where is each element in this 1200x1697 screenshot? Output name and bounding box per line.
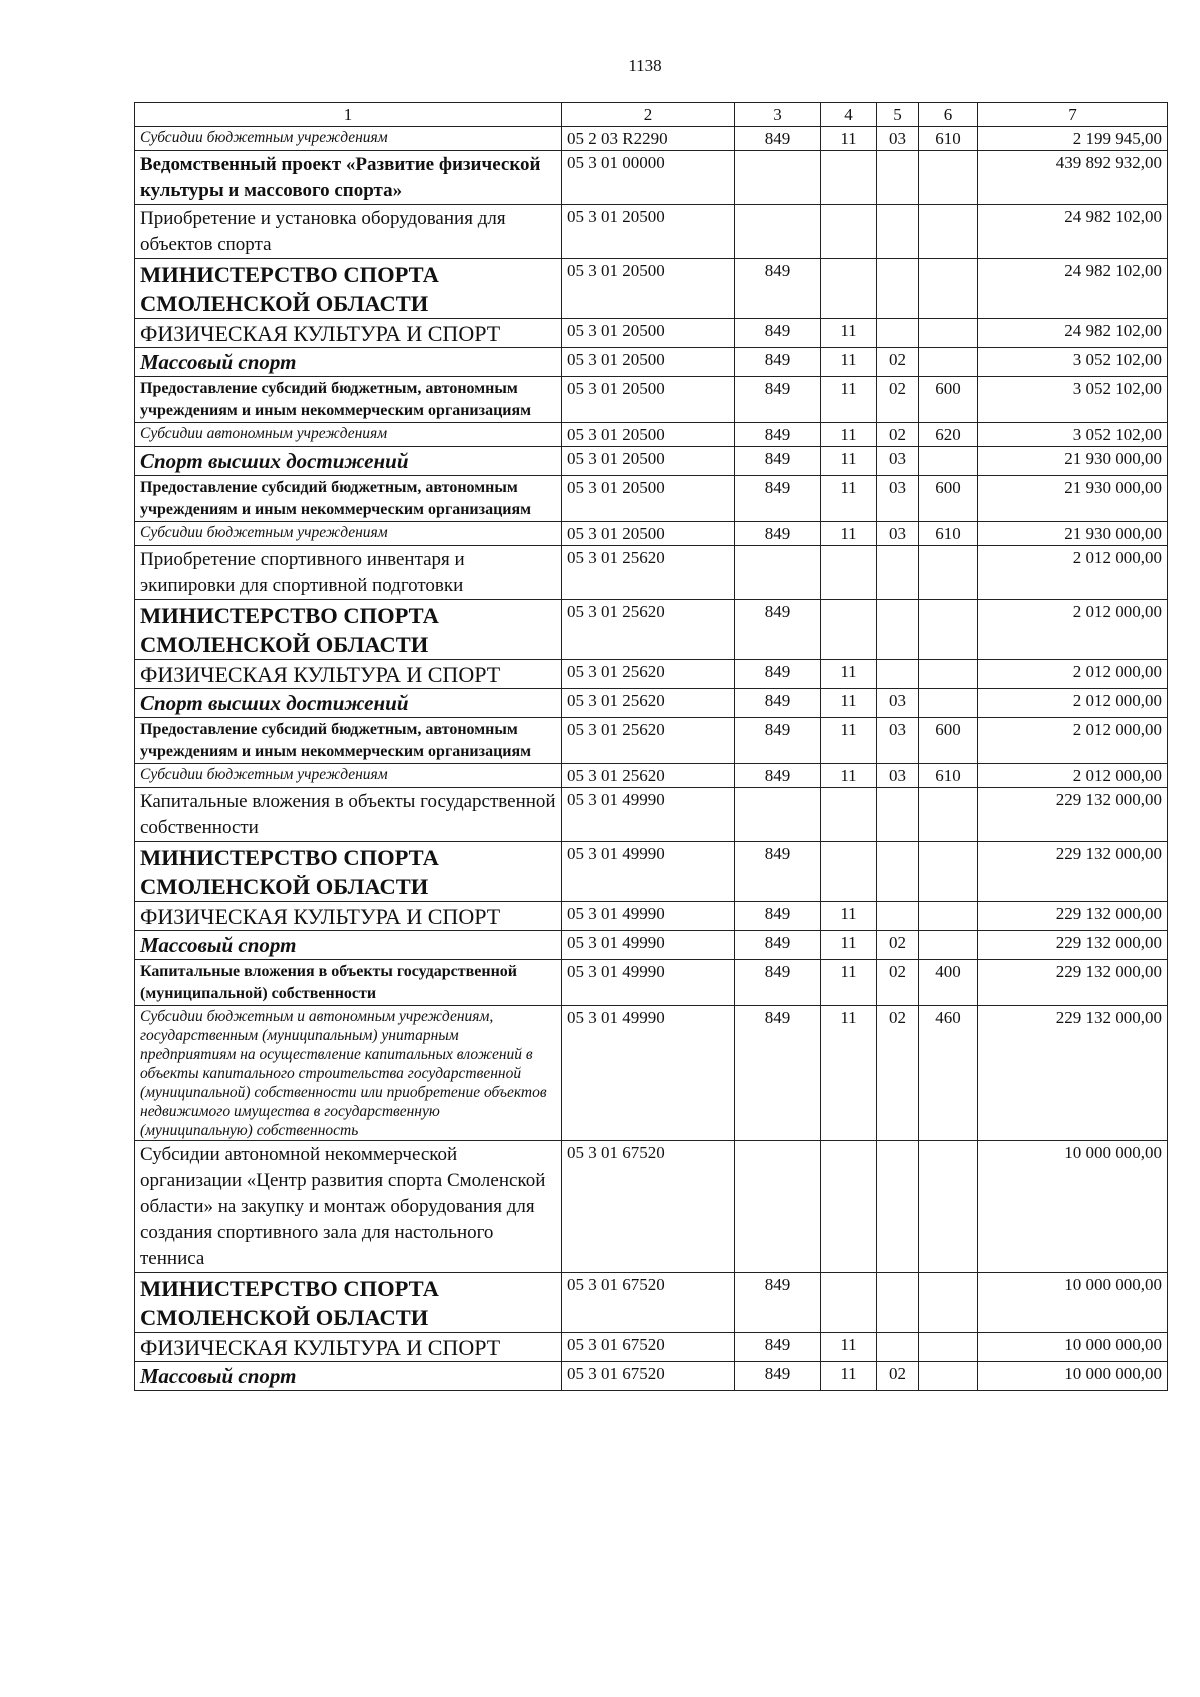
target-code-cell: 05 3 01 20500 (562, 476, 735, 522)
ministry-code-cell: 849 (735, 127, 821, 151)
amount-cell: 21 930 000,00 (978, 476, 1168, 522)
ministry-code-cell (735, 1141, 821, 1273)
item-name-cell: Субсидии бюджетным и автономным учреждениям, государственным (муниципальным) унитарным предприятиям на осуществление капитальных вложений в объекты капитального строительства государственной (муниципальной) собственности или приобретение объектов недвижимого имущества в государственную (муниципальную) собственность (135, 1006, 562, 1141)
section-code-cell: 11 (821, 1006, 877, 1141)
subsection-code-cell: 02 (877, 1362, 919, 1391)
target-code-cell: 05 3 01 25620 (562, 718, 735, 764)
ministry-code-cell: 849 (735, 718, 821, 764)
header-cell: 5 (877, 103, 919, 127)
table-body (135, 127, 1168, 1391)
amount-cell: 229 132 000,00 (978, 902, 1168, 931)
ministry-code-cell: 849 (735, 1006, 821, 1141)
target-code-cell: 05 3 01 20500 (562, 205, 735, 259)
subsection-code-cell (877, 1141, 919, 1273)
target-code-cell: 05 3 01 20500 (562, 423, 735, 447)
target-code-cell: 05 3 01 20500 (562, 348, 735, 377)
ministry-code-cell: 849 (735, 842, 821, 902)
expense-type-code-cell (919, 348, 978, 377)
item-name-cell: Капитальные вложения в объекты государственной (муниципальной) собственности (135, 960, 562, 1006)
target-code-cell: 05 3 01 49990 (562, 788, 735, 842)
table-row (135, 902, 1168, 931)
item-name-cell: Спорт высших достижений (135, 689, 562, 718)
item-name-cell: МИНИСТЕРСТВО СПОРТА СМОЛЕНСКОЙ ОБЛАСТИ (135, 259, 562, 319)
item-name-cell: ФИЗИЧЕСКАЯ КУЛЬТУРА И СПОРТ (135, 902, 562, 931)
table-row (135, 960, 1168, 1006)
amount-cell: 3 052 102,00 (978, 423, 1168, 447)
ministry-code-cell: 849 (735, 902, 821, 931)
ministry-code-cell: 849 (735, 689, 821, 718)
section-code-cell: 11 (821, 476, 877, 522)
target-code-cell: 05 3 01 67520 (562, 1273, 735, 1333)
amount-cell: 229 132 000,00 (978, 960, 1168, 1006)
expense-type-code-cell (919, 1333, 978, 1362)
expense-type-code-cell (919, 1362, 978, 1391)
header-cell: 4 (821, 103, 877, 127)
item-name-cell: Субсидии бюджетным учреждениям (135, 522, 562, 546)
subsection-code-cell (877, 259, 919, 319)
header-cell: 2 (562, 103, 735, 127)
table-row (135, 764, 1168, 788)
section-code-cell: 11 (821, 764, 877, 788)
ministry-code-cell: 849 (735, 931, 821, 960)
table-row (135, 842, 1168, 902)
expense-type-code-cell: 610 (919, 127, 978, 151)
amount-cell: 229 132 000,00 (978, 1006, 1168, 1141)
ministry-code-cell (735, 546, 821, 600)
item-name-cell: Ведомственный проект «Развитие физической культуры и массового спорта» (135, 151, 562, 205)
ministry-code-cell: 849 (735, 960, 821, 1006)
expense-type-code-cell: 600 (919, 476, 978, 522)
item-name-cell: Субсидии автономным учреждениям (135, 423, 562, 447)
subsection-code-cell (877, 842, 919, 902)
target-code-cell: 05 3 01 25620 (562, 600, 735, 660)
section-code-cell (821, 842, 877, 902)
subsection-code-cell (877, 546, 919, 600)
section-code-cell (821, 600, 877, 660)
target-code-cell: 05 3 01 25620 (562, 764, 735, 788)
subsection-code-cell (877, 1273, 919, 1333)
table-row (135, 660, 1168, 689)
amount-cell: 2 012 000,00 (978, 689, 1168, 718)
subsection-code-cell: 02 (877, 423, 919, 447)
subsection-code-cell: 02 (877, 1006, 919, 1141)
amount-cell: 2 012 000,00 (978, 660, 1168, 689)
target-code-cell: 05 3 01 49990 (562, 960, 735, 1006)
ministry-code-cell: 849 (735, 377, 821, 423)
expense-type-code-cell: 610 (919, 522, 978, 546)
table-row (135, 1362, 1168, 1391)
subsection-code-cell: 03 (877, 764, 919, 788)
table-header-row (135, 103, 1168, 127)
ministry-code-cell (735, 151, 821, 205)
amount-cell: 21 930 000,00 (978, 447, 1168, 476)
amount-cell: 2 012 000,00 (978, 718, 1168, 764)
amount-cell: 2 012 000,00 (978, 764, 1168, 788)
amount-cell: 229 132 000,00 (978, 842, 1168, 902)
item-name-cell: Массовый спорт (135, 1362, 562, 1391)
section-code-cell (821, 546, 877, 600)
expense-type-code-cell: 600 (919, 718, 978, 764)
ministry-code-cell: 849 (735, 1333, 821, 1362)
table-row (135, 319, 1168, 348)
expense-type-code-cell (919, 319, 978, 348)
table-row (135, 476, 1168, 522)
amount-cell: 24 982 102,00 (978, 319, 1168, 348)
expense-type-code-cell (919, 788, 978, 842)
section-code-cell: 11 (821, 1333, 877, 1362)
section-code-cell: 11 (821, 319, 877, 348)
target-code-cell: 05 3 01 00000 (562, 151, 735, 205)
section-code-cell (821, 1141, 877, 1273)
section-code-cell: 11 (821, 522, 877, 546)
item-name-cell: Предоставление субсидий бюджетным, автономным учреждениям и иным некоммерческим организациям (135, 476, 562, 522)
expense-type-code-cell (919, 1273, 978, 1333)
target-code-cell: 05 3 01 67520 (562, 1362, 735, 1391)
item-name-cell: МИНИСТЕРСТВО СПОРТА СМОЛЕНСКОЙ ОБЛАСТИ (135, 1273, 562, 1333)
ministry-code-cell: 849 (735, 600, 821, 660)
section-code-cell (821, 259, 877, 319)
ministry-code-cell: 849 (735, 259, 821, 319)
section-code-cell: 11 (821, 660, 877, 689)
amount-cell: 229 132 000,00 (978, 931, 1168, 960)
target-code-cell: 05 3 01 25620 (562, 660, 735, 689)
table-row (135, 1333, 1168, 1362)
section-code-cell: 11 (821, 348, 877, 377)
target-code-cell: 05 3 01 25620 (562, 546, 735, 600)
table-row (135, 1273, 1168, 1333)
amount-cell: 10 000 000,00 (978, 1273, 1168, 1333)
expense-type-code-cell (919, 546, 978, 600)
ministry-code-cell: 849 (735, 476, 821, 522)
subsection-code-cell: 03 (877, 447, 919, 476)
expense-type-code-cell: 610 (919, 764, 978, 788)
item-name-cell: МИНИСТЕРСТВО СПОРТА СМОЛЕНСКОЙ ОБЛАСТИ (135, 600, 562, 660)
subsection-code-cell: 02 (877, 931, 919, 960)
target-code-cell: 05 3 01 20500 (562, 319, 735, 348)
target-code-cell: 05 3 01 20500 (562, 522, 735, 546)
section-code-cell: 11 (821, 718, 877, 764)
subsection-code-cell (877, 660, 919, 689)
subsection-code-cell: 02 (877, 348, 919, 377)
table-row (135, 423, 1168, 447)
ministry-code-cell: 849 (735, 348, 821, 377)
expense-type-code-cell (919, 600, 978, 660)
table-row (135, 718, 1168, 764)
expense-type-code-cell (919, 259, 978, 319)
expense-type-code-cell: 460 (919, 1006, 978, 1141)
expense-type-code-cell (919, 151, 978, 205)
item-name-cell: Предоставление субсидий бюджетным, автономным учреждениям и иным некоммерческим организациям (135, 377, 562, 423)
section-code-cell (821, 205, 877, 259)
subsection-code-cell (877, 600, 919, 660)
item-name-cell: Приобретение и установка оборудования для объектов спорта (135, 205, 562, 259)
amount-cell: 3 052 102,00 (978, 348, 1168, 377)
subsection-code-cell: 03 (877, 522, 919, 546)
table-row (135, 151, 1168, 205)
subsection-code-cell: 03 (877, 718, 919, 764)
table-row (135, 377, 1168, 423)
ministry-code-cell: 849 (735, 1273, 821, 1333)
expense-type-code-cell (919, 205, 978, 259)
section-code-cell: 11 (821, 127, 877, 151)
table-row (135, 546, 1168, 600)
subsection-code-cell (877, 319, 919, 348)
subsection-code-cell: 03 (877, 127, 919, 151)
table-row (135, 522, 1168, 546)
target-code-cell: 05 3 01 49990 (562, 902, 735, 931)
table-row (135, 127, 1168, 151)
budget-table (134, 102, 1168, 1391)
subsection-code-cell (877, 788, 919, 842)
ministry-code-cell: 849 (735, 1362, 821, 1391)
item-name-cell: Капитальные вложения в объекты государственной собственности (135, 788, 562, 842)
amount-cell: 10 000 000,00 (978, 1362, 1168, 1391)
expense-type-code-cell (919, 660, 978, 689)
ministry-code-cell (735, 205, 821, 259)
amount-cell: 10 000 000,00 (978, 1141, 1168, 1273)
section-code-cell: 11 (821, 902, 877, 931)
section-code-cell (821, 788, 877, 842)
item-name-cell: ФИЗИЧЕСКАЯ КУЛЬТУРА И СПОРТ (135, 319, 562, 348)
amount-cell: 24 982 102,00 (978, 205, 1168, 259)
section-code-cell: 11 (821, 1362, 877, 1391)
header-cell: 3 (735, 103, 821, 127)
table-row (135, 600, 1168, 660)
section-code-cell: 11 (821, 423, 877, 447)
ministry-code-cell: 849 (735, 423, 821, 447)
amount-cell: 2 012 000,00 (978, 546, 1168, 600)
target-code-cell: 05 3 01 67520 (562, 1333, 735, 1362)
table-row (135, 205, 1168, 259)
item-name-cell: Массовый спорт (135, 931, 562, 960)
target-code-cell: 05 3 01 20500 (562, 377, 735, 423)
target-code-cell: 05 3 01 20500 (562, 259, 735, 319)
amount-cell: 439 892 932,00 (978, 151, 1168, 205)
ministry-code-cell: 849 (735, 660, 821, 689)
ministry-code-cell: 849 (735, 522, 821, 546)
expense-type-code-cell (919, 931, 978, 960)
item-name-cell: Массовый спорт (135, 348, 562, 377)
item-name-cell: МИНИСТЕРСТВО СПОРТА СМОЛЕНСКОЙ ОБЛАСТИ (135, 842, 562, 902)
header-cell: 7 (978, 103, 1168, 127)
ministry-code-cell (735, 788, 821, 842)
item-name-cell: Приобретение спортивного инвентаря и экипировки для спортивной подготовки (135, 546, 562, 600)
target-code-cell: 05 3 01 49990 (562, 931, 735, 960)
amount-cell: 229 132 000,00 (978, 788, 1168, 842)
item-name-cell: Спорт высших достижений (135, 447, 562, 476)
amount-cell: 3 052 102,00 (978, 377, 1168, 423)
page-number: 1138 (628, 56, 662, 75)
subsection-code-cell: 02 (877, 960, 919, 1006)
expense-type-code-cell: 600 (919, 377, 978, 423)
subsection-code-cell: 02 (877, 377, 919, 423)
item-name-cell: Субсидии автономной некоммерческой организации «Центр развития спорта Смоленской области» на закупку и монтаж оборудования для создания спортивного зала для настольного тенниса (135, 1141, 562, 1273)
amount-cell: 2 012 000,00 (978, 600, 1168, 660)
section-code-cell: 11 (821, 447, 877, 476)
header-cell: 6 (919, 103, 978, 127)
subsection-code-cell (877, 902, 919, 931)
section-code-cell: 11 (821, 931, 877, 960)
expense-type-code-cell (919, 902, 978, 931)
table-row (135, 447, 1168, 476)
target-code-cell: 05 3 01 20500 (562, 447, 735, 476)
target-code-cell: 05 3 01 25620 (562, 689, 735, 718)
table-row (135, 1006, 1168, 1141)
subsection-code-cell: 03 (877, 689, 919, 718)
table-row (135, 689, 1168, 718)
amount-cell: 10 000 000,00 (978, 1333, 1168, 1362)
target-code-cell: 05 3 01 49990 (562, 1006, 735, 1141)
section-code-cell: 11 (821, 689, 877, 718)
item-name-cell: ФИЗИЧЕСКАЯ КУЛЬТУРА И СПОРТ (135, 660, 562, 689)
expense-type-code-cell (919, 689, 978, 718)
expense-type-code-cell (919, 842, 978, 902)
subsection-code-cell (877, 205, 919, 259)
table-row (135, 788, 1168, 842)
header-cell: 1 (135, 103, 562, 127)
item-name-cell: Субсидии бюджетным учреждениям (135, 127, 562, 151)
amount-cell: 2 199 945,00 (978, 127, 1168, 151)
target-code-cell: 05 2 03 R2290 (562, 127, 735, 151)
expense-type-code-cell (919, 1141, 978, 1273)
ministry-code-cell: 849 (735, 764, 821, 788)
section-code-cell: 11 (821, 960, 877, 1006)
ministry-code-cell: 849 (735, 319, 821, 348)
subsection-code-cell (877, 1333, 919, 1362)
table-row (135, 931, 1168, 960)
section-code-cell (821, 151, 877, 205)
table-row (135, 348, 1168, 377)
item-name-cell: Предоставление субсидий бюджетным, автономным учреждениям и иным некоммерческим организациям (135, 718, 562, 764)
ministry-code-cell: 849 (735, 447, 821, 476)
table-row (135, 1141, 1168, 1273)
table-row (135, 259, 1168, 319)
subsection-code-cell: 03 (877, 476, 919, 522)
subsection-code-cell (877, 151, 919, 205)
target-code-cell: 05 3 01 67520 (562, 1141, 735, 1273)
section-code-cell (821, 1273, 877, 1333)
item-name-cell: ФИЗИЧЕСКАЯ КУЛЬТУРА И СПОРТ (135, 1333, 562, 1362)
item-name-cell: Субсидии бюджетным учреждениям (135, 764, 562, 788)
expense-type-code-cell: 400 (919, 960, 978, 1006)
section-code-cell: 11 (821, 377, 877, 423)
expense-type-code-cell: 620 (919, 423, 978, 447)
target-code-cell: 05 3 01 49990 (562, 842, 735, 902)
amount-cell: 24 982 102,00 (978, 259, 1168, 319)
amount-cell: 21 930 000,00 (978, 522, 1168, 546)
expense-type-code-cell (919, 447, 978, 476)
